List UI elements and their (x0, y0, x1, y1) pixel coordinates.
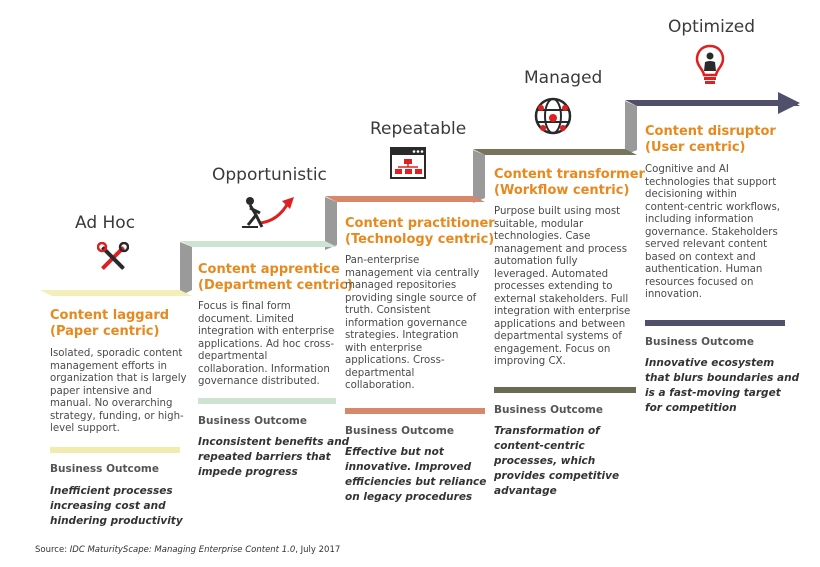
global-network-icon (533, 96, 573, 136)
stage-title-managed: Content transformer (Workflow centric) (494, 167, 645, 198)
outcome-label-opportunistic: Business Outcome (198, 415, 307, 427)
outcome-text-ad-hoc: Inefficient processes increasing cost and hindering productivity (50, 485, 183, 527)
separator-bar-optimized (645, 320, 785, 326)
stage-desc-ad-hoc: Isolated, sporadic content management efforts in organization that is largely paper intensive and manual. No overarching strategy, funding, or high- level support. (50, 348, 187, 434)
stage-title-ad-hoc: Content laggard (Paper centric) (50, 308, 170, 339)
tread-3 (325, 196, 485, 202)
stage-title-opportunistic: Content apprentice (Department centric) (198, 262, 354, 293)
tread-1 (40, 290, 192, 296)
tools-icon (97, 242, 129, 274)
stage-desc-opportunistic: Focus is final form document. Limited integration with enterprise applications. Ad hoc cross- departmental collaboration. Information governance distributed. (198, 301, 335, 387)
separator-bar-managed (494, 387, 636, 393)
arrow-head (778, 92, 800, 114)
outcome-label-optimized: Business Outcome (645, 336, 754, 348)
tread-2 (180, 241, 337, 247)
tread-5 (625, 100, 800, 106)
browser-flowchart-icon (390, 147, 426, 179)
outcome-label-repeatable: Business Outcome (345, 425, 454, 437)
outcome-text-repeatable: Effective but not innovative. Improved efficiencies but reliance on legacy procedures (345, 446, 487, 503)
stage-title-repeatable: Content practitioner (Technology centric) (345, 216, 495, 247)
riser-3 (473, 150, 485, 203)
riser-4 (625, 101, 637, 155)
outcome-text-managed: Transformation of content-centric processes, which provides competitive advantage (494, 425, 620, 497)
stage-name-opportunistic: Opportunistic (212, 165, 327, 185)
riser-1 (180, 242, 192, 296)
source-citation: Source: IDC MaturityScape: Managing Enterprise Content 1.0, July 2017 (35, 545, 341, 555)
outcome-label-managed: Business Outcome (494, 404, 603, 416)
stage-name-ad-hoc: Ad Hoc (75, 213, 136, 233)
separator-bar-opportunistic (198, 398, 336, 404)
stage-desc-managed: Purpose built using most suitable, modular technologies. Case management and process automation fully leveraged. Automated processes extending to external stakeholders. Full integration with enterprise applications and between departmental systems of engagement. Focus on improving CX. (494, 206, 631, 367)
stage-desc-optimized: Cognitive and AI technologies that support decisioning within content-centric workflows, including information governance. Stakeholders served relevant content based on context and authentication. Human resources focused on innovation. (645, 164, 781, 300)
outcome-label-ad-hoc: Business Outcome (50, 463, 159, 475)
outcome-text-optimized: Innovative ecosystem that blurs boundaries and is a fast-moving target for competition (645, 357, 800, 414)
tread-4 (473, 149, 637, 155)
separator-bar-ad-hoc (50, 447, 180, 453)
outcome-text-opportunistic: Inconsistent benefits and repeated barriers that impede progress (198, 436, 350, 478)
stage-title-optimized: Content disruptor (User centric) (645, 124, 776, 155)
pulling-arrow-icon (238, 193, 298, 231)
separator-bar-repeatable (345, 408, 485, 414)
stage-name-managed: Managed (524, 68, 603, 88)
stage-desc-repeatable: Pan-enterprise management via centrally managed repositories providing single source of truth. Consistent information governance strategies. Integration with enterprise applications. Cross- departmental collaboration. (345, 255, 480, 391)
stage-name-optimized: Optimized (668, 17, 756, 37)
lightbulb-person-icon (695, 44, 725, 88)
stage-name-repeatable: Repeatable (370, 119, 467, 139)
